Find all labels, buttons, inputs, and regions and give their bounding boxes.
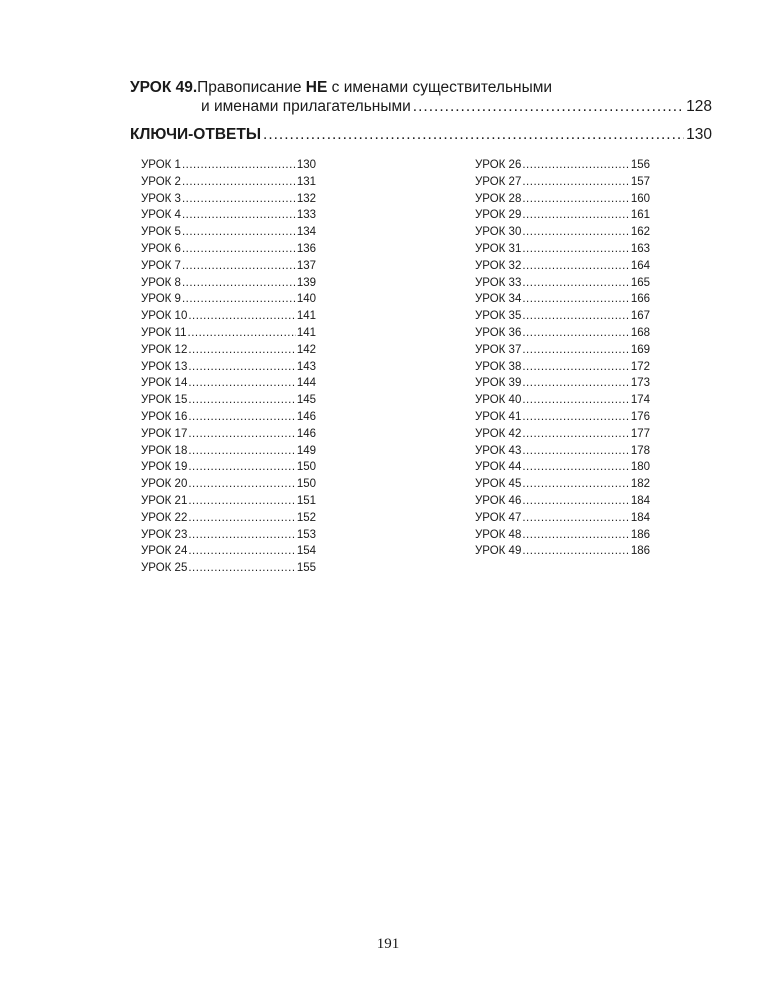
dot-leader [182,157,296,174]
dot-leader [522,375,629,392]
answer-key-page: 141 [296,310,316,323]
dot-leader [522,325,629,342]
dot-leader [188,325,296,342]
answer-key-page: 133 [296,209,316,222]
answer-key-page: 160 [630,192,650,205]
dot-leader [188,375,295,392]
dot-leader [188,476,295,493]
lesson-49-title-rest: с именами существительными [327,79,553,96]
answer-key-label: УРОК 43 [475,444,522,457]
answer-key-row [475,308,650,325]
answer-key-page: 167 [630,310,650,323]
answer-key-page: 145 [296,394,316,407]
dot-leader [522,157,629,174]
answer-key-row [475,258,650,275]
answer-key-page: 184 [630,511,650,524]
answer-key-label: УРОК 13 [141,360,188,373]
answer-key-page: 144 [296,377,316,390]
dot-leader [188,359,295,376]
dot-leader [522,275,629,292]
answer-key-label: УРОК 38 [475,360,522,373]
answer-key-label: УРОК 14 [141,377,188,390]
dot-leader [522,291,629,308]
answer-key-page: 150 [296,461,316,474]
answer-key-row [475,510,650,527]
dot-leader [188,426,295,443]
answer-key-page: 157 [630,175,650,188]
answer-key-label: УРОК 7 [141,259,181,272]
answer-key-row [475,325,650,342]
dot-leader [188,409,295,426]
answer-key-page: 174 [630,394,650,407]
answer-key-row [141,392,316,409]
dot-leader [522,342,629,359]
answer-key-row [475,493,650,510]
answer-key-label: УРОК 24 [141,545,188,558]
answer-key-row [141,527,316,544]
answer-key-row [475,476,650,493]
answer-key-page: 163 [630,242,650,255]
answer-key-page: 162 [630,226,650,239]
dot-leader [188,560,295,577]
answer-keys-page: 130 [686,126,712,143]
answer-key-row [141,342,316,359]
lesson-49-title-bold: НЕ [305,79,328,96]
answer-key-label: УРОК 3 [141,192,181,205]
answer-key-row [475,359,650,376]
answer-key-label: УРОК 44 [475,461,522,474]
lesson-49-title-prefix: Правописание [197,79,306,96]
answer-key-label: УРОК 30 [475,226,522,239]
answer-key-label: УРОК 16 [141,410,188,423]
page-number: 191 [376,936,400,952]
dot-leader [182,291,296,308]
lesson-49-page: 128 [686,98,712,115]
answer-key-page: 164 [630,259,650,272]
answer-key-row [475,459,650,476]
toc-entry-answer-keys [130,126,712,144]
answer-key-page: 168 [630,326,650,339]
answer-key-page: 154 [296,545,316,558]
answer-key-page: 149 [296,444,316,457]
answer-key-row [475,375,650,392]
answer-key-page: 153 [296,528,316,541]
answer-key-label: УРОК 35 [475,310,522,323]
answer-key-label: УРОК 4 [141,209,181,222]
answer-key-label: УРОК 9 [141,293,181,306]
answer-key-page: 177 [630,427,650,440]
answer-key-row [475,291,650,308]
dot-leader [188,392,295,409]
dot-leader [182,174,296,191]
answer-key-page: 166 [630,293,650,306]
answer-keys-label: КЛЮЧИ-ОТВЕТЫ [130,126,262,143]
answer-key-row [141,426,316,443]
answer-key-label: УРОК 19 [141,461,188,474]
dot-leader [182,224,296,241]
lesson-49-title-line2: и именами прилагательными [201,98,411,115]
answer-key-label: УРОК 45 [475,478,522,491]
answer-key-row [141,359,316,376]
lesson-49-label: УРОК 49. [130,79,198,96]
answer-key-page: 165 [630,276,650,289]
answer-key-label: УРОК 39 [475,377,522,390]
answer-key-page: 142 [296,343,316,356]
answer-key-label: УРОК 21 [141,494,188,507]
dot-leader [522,409,629,426]
dot-leader [522,459,629,476]
dot-leader [522,207,629,224]
answer-key-page: 186 [630,545,650,558]
dot-leader [522,493,629,510]
answer-key-row [475,409,650,426]
answer-key-page: 151 [296,494,316,507]
dot-leader [263,126,684,144]
answer-key-row [475,342,650,359]
answer-key-page: 178 [630,444,650,457]
answer-key-row [141,510,316,527]
answer-key-row [141,174,316,191]
answer-key-label: УРОК 23 [141,528,188,541]
answer-key-row [141,241,316,258]
answer-key-page: 146 [296,410,316,423]
answer-key-label: УРОК 42 [475,427,522,440]
answer-key-row [475,157,650,174]
answer-key-row [141,409,316,426]
dot-leader [182,241,296,258]
answer-key-label: УРОК 6 [141,242,181,255]
dot-leader [522,543,629,560]
answer-key-row [141,191,316,208]
answer-key-row [141,325,316,342]
answer-key-page: 130 [296,159,316,171]
dot-leader [522,392,629,409]
answer-key-page: 140 [296,293,316,306]
answer-key-row [141,258,316,275]
dot-leader [188,527,295,544]
dot-leader [522,191,629,208]
toc-entry-lesson-49 [130,78,712,116]
answer-key-row [141,275,316,292]
dot-leader [522,527,629,544]
answer-key-label: УРОК 32 [475,259,522,272]
answer-key-page: 132 [296,192,316,205]
answer-key-row [475,392,650,409]
answer-key-page: 152 [296,511,316,524]
dot-leader [182,275,296,292]
answer-key-row [475,275,650,292]
answer-key-label: УРОК 20 [141,478,188,491]
dot-leader [522,174,629,191]
answer-key-row [141,308,316,325]
answer-key-label: УРОК 36 [475,326,522,339]
answer-key-label: УРОК 5 [141,226,181,239]
answer-key-label: УРОК 48 [475,528,522,541]
answer-key-label: УРОК 27 [475,175,522,188]
answer-key-page: 141 [296,326,316,339]
dot-leader [188,510,295,527]
answer-key-row [141,291,316,308]
dot-leader [522,426,629,443]
answer-key-label: УРОК 40 [475,394,522,407]
answer-key-row [475,224,650,241]
dot-leader [522,241,629,258]
answer-key-label: УРОК 17 [141,427,188,440]
answer-key-page: 156 [630,159,650,171]
answer-key-page: 176 [630,410,650,423]
answer-key-row [141,476,316,493]
answer-key-label: УРОК 49 [475,545,522,558]
dot-leader [188,443,295,460]
dot-leader [522,224,629,241]
answer-key-row [475,426,650,443]
answer-key-page: 180 [630,461,650,474]
answer-key-row [475,443,650,460]
answer-key-label: УРОК 33 [475,276,522,289]
answer-key-row [141,443,316,460]
answer-key-page: 139 [296,276,316,289]
answer-key-label: УРОК 12 [141,343,188,356]
answer-key-row [475,207,650,224]
dot-leader [188,543,295,560]
answer-key-page: 186 [630,528,650,541]
answer-key-row [141,493,316,510]
answer-key-label: УРОК 28 [475,192,522,205]
dot-leader [182,191,296,208]
answer-key-page: 146 [296,427,316,440]
answer-key-page: 134 [296,226,316,239]
answer-key-page: 150 [296,478,316,491]
answer-key-page: 136 [296,242,316,255]
answer-key-label: УРОК 1 [141,159,181,171]
answer-key-page: 169 [630,343,650,356]
answer-key-label: УРОК 11 [141,326,187,339]
answer-key-row [141,224,316,241]
answer-key-label: УРОК 26 [475,159,522,171]
answer-key-page: 137 [296,259,316,272]
dot-leader [182,258,296,275]
answer-key-page: 131 [296,175,316,188]
dot-leader [182,207,296,224]
answer-key-label: УРОК 18 [141,444,188,457]
answer-key-page: 173 [630,377,650,390]
answer-key-label: УРОК 46 [475,494,522,507]
dot-leader [522,308,629,325]
answer-key-row [141,375,316,392]
answer-key-label: УРОК 25 [141,562,188,575]
answer-key-label: УРОК 15 [141,394,188,407]
answer-key-label: УРОК 41 [475,410,522,423]
answer-key-label: УРОК 47 [475,511,522,524]
answer-key-row [475,543,650,560]
answer-key-row [475,174,650,191]
dot-leader [522,359,629,376]
answer-key-label: УРОК 34 [475,293,522,306]
dot-leader [188,459,295,476]
answer-key-row [141,543,316,560]
dot-leader [188,342,295,359]
answer-key-row [141,157,316,174]
answer-key-row [141,207,316,224]
answer-key-page: 184 [630,494,650,507]
answer-key-page: 161 [630,209,650,222]
answer-key-page: 172 [630,360,650,373]
answer-key-page: 182 [630,478,650,491]
answer-key-label: УРОК 10 [141,310,188,323]
dot-leader [522,510,629,527]
answer-key-row [141,560,316,577]
dot-leader [188,493,295,510]
dot-leader [188,308,295,325]
dot-leader [522,258,629,275]
dot-leader [413,97,684,116]
answers-column-left [141,157,316,577]
answer-key-row [475,527,650,544]
answer-key-label: УРОК 37 [475,343,522,356]
answer-key-label: УРОК 29 [475,209,522,222]
answer-key-page: 143 [296,360,316,373]
answer-key-label: УРОК 8 [141,276,181,289]
answer-key-row [475,241,650,258]
answer-key-page: 155 [296,562,316,575]
answer-key-label: УРОК 22 [141,511,188,524]
answer-key-row [141,459,316,476]
answers-column-right [475,157,650,560]
dot-leader [522,443,629,460]
answer-key-label: УРОК 31 [475,242,522,255]
answer-key-label: УРОК 2 [141,175,181,188]
dot-leader [522,476,629,493]
answer-key-row [475,191,650,208]
